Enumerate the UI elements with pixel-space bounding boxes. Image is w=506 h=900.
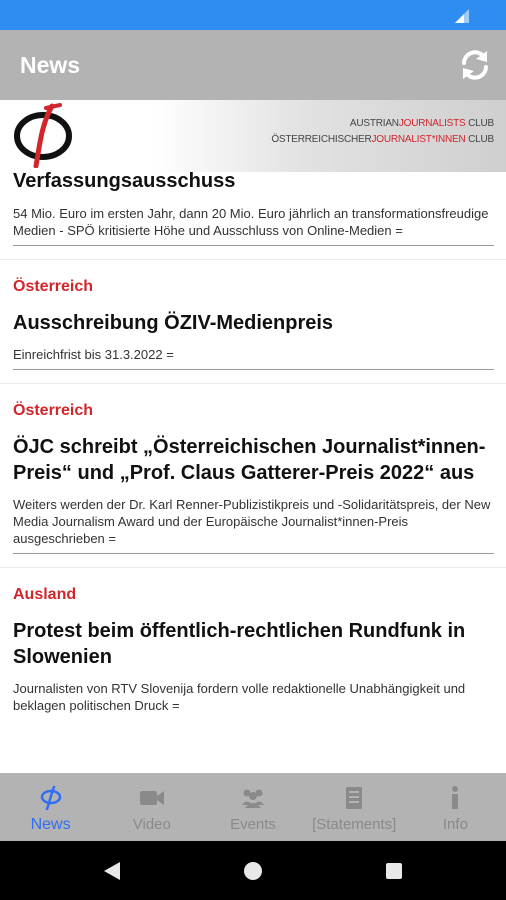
nav-label: Info	[442, 816, 468, 833]
home-icon[interactable]	[243, 861, 263, 881]
signal-icon	[455, 9, 469, 23]
bottom-navigation	[0, 773, 506, 841]
article-teaser: Weiters werden der Dr. Karl Renner-Publizistikpreis und -Solidaritätspreis, der New Media Journalism Award und der Europäische Journalist*innen-Preis ausgeschrieben =	[13, 497, 491, 546]
club-name-de: ÖSTERREICHISCHERJOURNALIST*INNEN CLUB	[271, 134, 494, 145]
recents-icon[interactable]	[384, 861, 404, 881]
video-camera-icon	[138, 785, 166, 811]
club-banner	[0, 100, 506, 172]
article-separator	[0, 246, 506, 260]
article-headline: ÖJC schreibt „Österreichischen Journalist*innen-Preis“ und „Prof. Claus Gatterer-Preis 2022“ aus	[13, 436, 486, 484]
article-teaser: Einreichfrist bis 31.3.2022 =	[13, 347, 174, 362]
app-bar	[0, 30, 506, 100]
nav-info[interactable]	[405, 773, 506, 841]
nav-news[interactable]	[0, 773, 101, 841]
article-category: Ausland	[13, 586, 77, 603]
nav-label: [Statements]	[312, 816, 397, 833]
ojc-logo-icon	[37, 785, 65, 811]
document-icon	[340, 785, 368, 811]
article-headline: Verfassungsausschuss	[13, 172, 236, 192]
article-category: Österreich	[13, 278, 94, 295]
article-headline: Protest beim öffentlich-rechtlichen Rundfunk in Slowenien	[13, 620, 466, 668]
club-name-en: AUSTRIANJOURNALISTS CLUB	[349, 118, 494, 129]
nav-label: Events	[230, 816, 276, 833]
system-navigation-bar	[0, 841, 506, 900]
nav-label: News	[30, 816, 71, 833]
article-category: Österreich	[13, 402, 94, 419]
news-feed[interactable]	[0, 172, 506, 772]
nav-events[interactable]	[202, 773, 303, 841]
news-article[interactable]	[0, 260, 506, 370]
nav-video[interactable]	[101, 773, 202, 841]
news-article[interactable]	[0, 568, 506, 714]
page-title: News	[20, 52, 81, 78]
nav-label: Video	[132, 816, 171, 833]
back-icon[interactable]	[102, 861, 122, 881]
news-article[interactable]	[0, 384, 506, 554]
info-icon	[441, 785, 469, 811]
article-headline: Ausschreibung ÖZIV-Medienpreis	[13, 312, 334, 334]
people-icon	[239, 785, 267, 811]
news-article[interactable]	[0, 172, 506, 246]
article-teaser: Journalisten von RTV Slovenija fordern volle redaktionelle Unabhängigkeit und beklagen politischen Druck =	[13, 681, 466, 713]
ojc-logo	[12, 102, 78, 168]
refresh-icon[interactable]	[458, 48, 492, 82]
status-bar	[0, 0, 506, 30]
article-separator	[0, 554, 506, 568]
article-separator	[0, 370, 506, 384]
article-teaser: 54 Mio. Euro im ersten Jahr, dann 20 Mio. Euro jährlich an transformationsfreudige Medien - SPÖ kritisierte Höhe und Ausschluss von Online-Medien =	[13, 206, 489, 238]
nav-statements[interactable]	[304, 773, 405, 841]
